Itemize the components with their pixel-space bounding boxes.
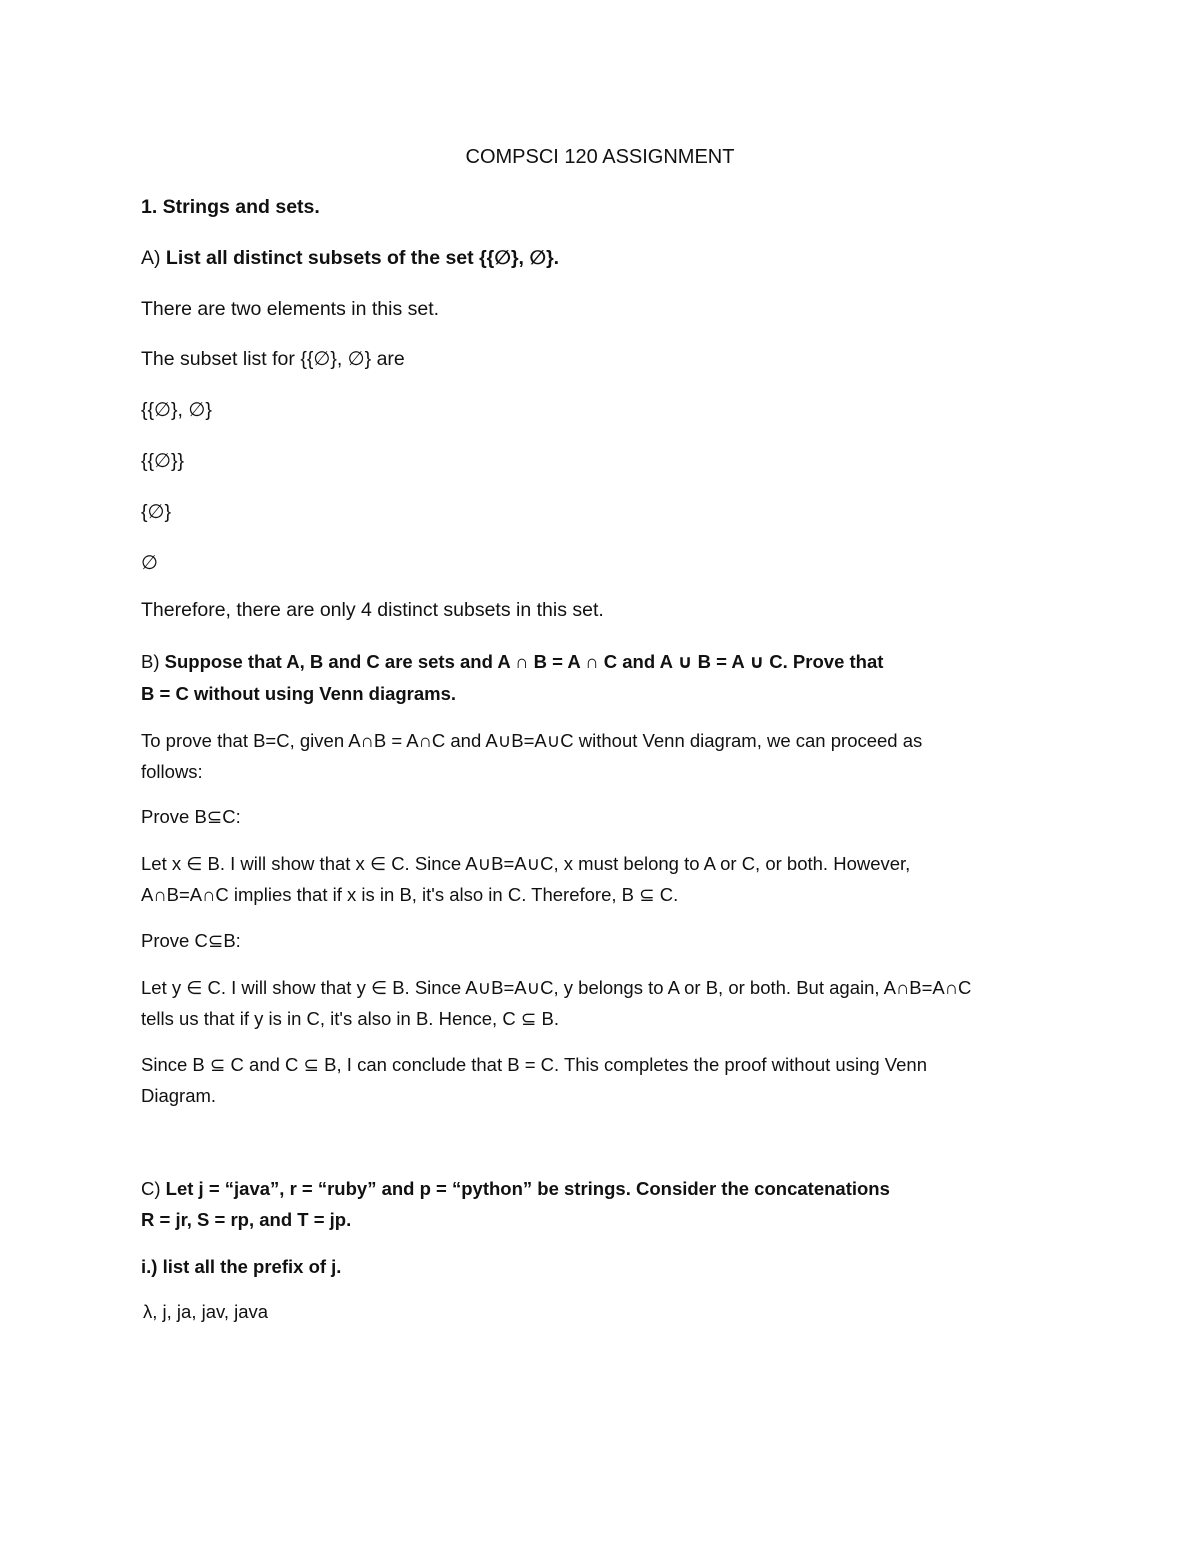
part-a-question-text: List all distinct subsets of the set {{∅}, ∅}. (165, 247, 560, 269)
part-b-intro-line1: To prove that B=C, given A∩B = A∩C and A∪B=A∪C without Venn diagram, we can proceed as (141, 730, 923, 751)
subset-item: ∅ (141, 552, 158, 574)
part-a-conclusion: Therefore, there are only 4 distinct subsets in this set. (141, 599, 604, 621)
part-c-question-line1 (141, 1177, 890, 1201)
prove-b-subset-c-line2: A∩B=A∩C implies that if x is in B, it's also in C. Therefore, B ⊆ C. (141, 884, 679, 905)
prove-b-subset-c-heading: Prove B⊆C: (141, 806, 241, 827)
page-title: COMPSCI 120 ASSIGNMENT (465, 146, 735, 168)
part-a-line: The subset list for {{∅}, ∅} are (141, 348, 405, 370)
part-a-question (141, 246, 559, 270)
part-a-line: There are two elements in this set. (141, 298, 440, 320)
part-b-question-line2: B = C without using Venn diagrams. (141, 683, 457, 704)
part-b-intro-line2: follows: (141, 761, 203, 782)
prove-c-subset-b-heading: Prove C⊆B: (141, 930, 241, 951)
part-c-question-text: Let j = “java”, r = “ruby” and p = “python” be strings. Consider the concatenations (165, 1178, 890, 1199)
section-heading: 1. Strings and sets. (141, 196, 320, 218)
subset-item: {{∅}} (141, 450, 185, 472)
part-c-answer-i: λ, j, ja, jav, java (143, 1301, 269, 1322)
part-a-label: A) (141, 247, 161, 269)
part-b-question-text: Suppose that A, B and C are sets and A ∩ B = A ∩ C and A ∪ B = A ∪ C. Prove that (164, 651, 884, 672)
prove-c-subset-b-line2: tells us that if y is in C, it's also in B. Hence, C ⊆ B. (141, 1008, 559, 1029)
part-b-label: B) (141, 651, 160, 672)
part-b-conclusion-line2: Diagram. (141, 1085, 217, 1106)
subset-item: {{∅}, ∅} (141, 399, 212, 421)
part-c-sub-question-i: i.) list all the prefix of j. (141, 1256, 342, 1277)
subset-item: {∅} (141, 501, 172, 523)
part-b-conclusion-line1: Since B ⊆ C and C ⊆ B, I can conclude that B = C. This completes the proof without using Venn (141, 1054, 927, 1075)
prove-b-subset-c-line1: Let x ∈ B. I will show that x ∈ C. Since A∪B=A∪C, x must belong to A or C, or both. However, (141, 853, 911, 874)
part-c-question-line2: R = jr, S = rp, and T = jp. (141, 1209, 352, 1230)
prove-c-subset-b-line1: Let y ∈ C. I will show that y ∈ B. Since A∪B=A∪C, y belongs to A or B, or both. But again, A∩B=A∩C (141, 977, 972, 998)
part-c-label: C) (141, 1178, 161, 1199)
part-b-question-line1 (141, 650, 883, 674)
